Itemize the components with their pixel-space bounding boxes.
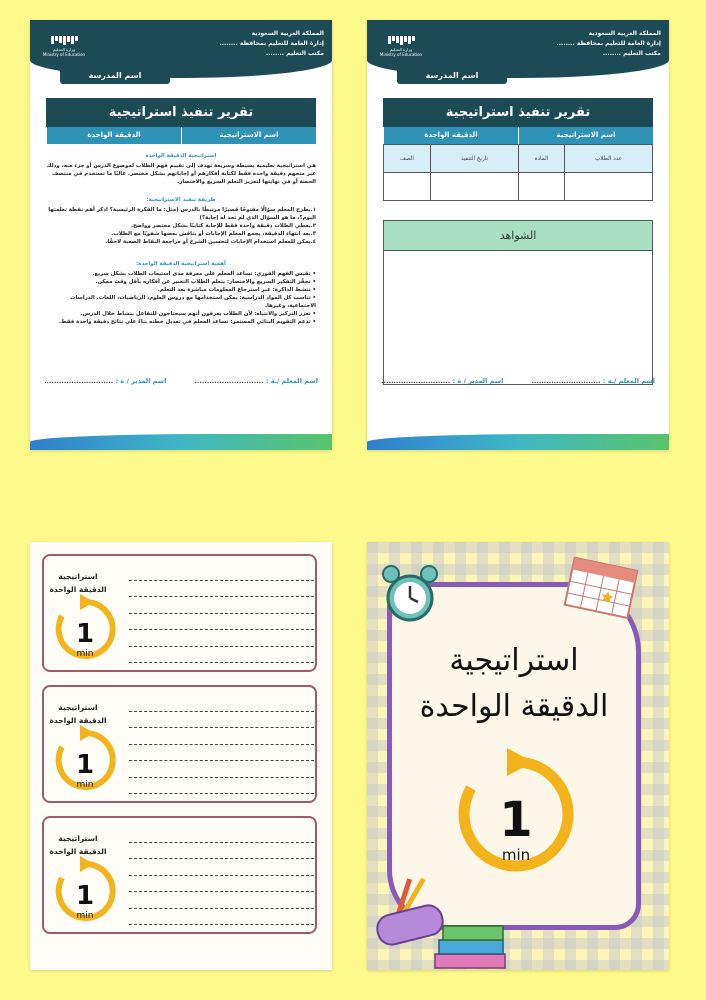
kingdom-text: المملكة العربية السعودية <box>251 30 324 37</box>
step-item: ٤.يمكن للمعلم استخدام الإجابات لتحسين الشرح أو مراجعة النقاط الصعبة لاحقًا. <box>105 239 316 245</box>
evidence-heading: الشواهد <box>384 221 652 251</box>
benefit-item: • تعزز التركيز والانتباه: لأن الطلاب يعرفون أنهم سيحتاجون للتفاعل بنشاط خلال الدرس. <box>80 311 316 317</box>
timer-icon <box>451 748 581 878</box>
admin-text: إدارة العامة للتعليم بمحافظة ........ <box>556 40 661 47</box>
benefit-item: • تنشط الذاكرة: عبر استرجاع المعلومات مباشرة بعد التعلم. <box>157 287 316 293</box>
strategy-row <box>46 127 316 144</box>
table-cell[interactable] <box>564 173 652 201</box>
strategy-card <box>42 816 317 934</box>
principal-label: اسم المدير / ة : <box>115 377 167 385</box>
signature-row: اسم المعلم /ـة : ............................ اسم المدير / ة : ............................ <box>44 377 318 385</box>
strategy-value: الدقيقة الواحدة <box>383 127 518 144</box>
table-cell[interactable] <box>518 173 564 201</box>
report-body <box>46 148 316 326</box>
cover-title: استراتيجية الدقيقة الواحدة <box>419 643 609 724</box>
benefit-item: • تدعم التقويم البنائي المستمر: تساعد المعلم في تعديل خطته بناءً على نتائج دقيقة واحدة فقط. <box>59 319 316 325</box>
writing-lines[interactable] <box>129 695 314 794</box>
writing-lines[interactable] <box>129 564 314 663</box>
timer-icon <box>52 594 118 664</box>
report-title: تقرير تنفيذ استراتيجية <box>46 98 316 127</box>
step-item: ٢.يعطي الطلاب دقيقة واحدة فقط للإجابة كتابيًا بشكل مختصر وواضح. <box>130 223 316 229</box>
teacher-label: اسم المعلم /ـة : <box>602 377 655 385</box>
cards-page <box>30 542 332 970</box>
office-text: مكتب التعليم ........ <box>265 50 324 57</box>
card-title: استراتيجية الدقيقة الواحدة <box>49 703 107 725</box>
svg-text:min: min <box>76 911 94 921</box>
benefit-item: • تحفّز التفكير السريع والاختصار: يتعلم الطلاب التعبير عن أفكاره بأقل وقت ممكن. <box>95 279 316 285</box>
signature-row: اسم المعلم /ـة : ............................ اسم المدير / ة : ............................ <box>381 377 655 385</box>
report-page-text <box>30 20 332 450</box>
calendar-icon <box>563 556 641 620</box>
cover-page <box>367 542 669 970</box>
ministry-logo: وزارة التعـليم Ministry of Education <box>40 36 88 57</box>
school-name-tab: اسم المدرسة <box>60 68 170 84</box>
books-icon <box>429 918 511 970</box>
timer-icon <box>52 725 118 795</box>
principal-label: اسم المدير / ة : <box>452 377 504 385</box>
table-header: عدد الطلاب <box>564 145 652 173</box>
timer-icon <box>52 856 118 926</box>
header-lines <box>557 29 662 59</box>
card-title: استراتيجية الدقيقة الواحدة <box>49 834 107 856</box>
svg-text:1: 1 <box>499 792 533 848</box>
svg-text:min: min <box>76 649 94 659</box>
table-header: المادة <box>518 145 564 173</box>
section-heading: أهمية استراتيجية الدقيقة الواحدة: <box>136 261 226 267</box>
svg-text:1: 1 <box>75 881 95 911</box>
table-header: الصف <box>384 145 431 173</box>
section-heading: طريقة تنفيذ الاستراتيجية: <box>146 197 216 203</box>
table-header: تاريخ التنفيذ <box>430 145 518 173</box>
report-title: تقرير تنفيذ استراتيجية <box>383 98 653 127</box>
strategy-card <box>42 554 317 672</box>
kingdom-text: المملكة العربية السعودية <box>588 30 661 37</box>
footer-wave <box>367 434 669 450</box>
writing-lines[interactable] <box>129 826 314 925</box>
svg-text:min: min <box>501 846 531 864</box>
header-lines <box>220 29 325 59</box>
school-name-tab: اسم المدرسة <box>397 68 507 84</box>
strategy-value: الدقيقة الواحدة <box>46 127 181 144</box>
card-title: استراتيجية الدقيقة الواحدة <box>49 572 107 594</box>
section-heading: استراتيجية الدقيقة الواحدة <box>145 153 217 159</box>
strategy-card <box>42 685 317 803</box>
step-item: ٣.بعد انتهاء الدقيقة، يجمع المعلم الإجابات أو يناقش بعضها شفويًا مع الطلاب. <box>111 231 316 237</box>
admin-text: إدارة العامة للتعليم بمحافظة ........ <box>219 40 324 47</box>
strategy-name-label: اسم الاستراتيجية <box>181 127 316 144</box>
benefit-item: • تقيس الفهم الفوري: تساعد المعلم على معرفة مدى استيعاب الطلاب بشكل سريع. <box>92 271 316 277</box>
teacher-label: اسم المعلم /ـة : <box>265 377 318 385</box>
step-item: ١.يطرح المعلم سؤالًا مفتوحًا قصيرًا مرتبطًا بالدرس (مثل: ما الفكرة الرئيسية؟ اذكر أهم نقطة تعلمتها اليوم؟، ما هو السؤال الذي لم تجد له إجابة؟) <box>48 207 316 221</box>
svg-text:1: 1 <box>75 619 95 649</box>
footer-wave <box>30 434 332 450</box>
strategy-name-label: اسم الاستراتيجية <box>518 127 653 144</box>
svg-text:min: min <box>76 780 94 790</box>
strategy-row <box>383 127 653 144</box>
alarm-clock-icon <box>379 562 441 626</box>
ministry-logo: وزارة التعـليم Ministry of Education <box>377 36 425 57</box>
svg-text:1: 1 <box>75 750 95 780</box>
definition-text: هي استراتيجية تعليمية بسيطة وسريعة تهدف إلى تقييم فهم الطلاب لموضوع الدرس أو جزء منه، وذلك عبر منحهم دقيقة واحدة فقط لكتابة أفكارهم أو إجاباتهم بشكل مختصر. غالبًا ما تستخدم في منتصف الحصة أو في نهايتها لتعزيز التعلم السريع والاختصار. <box>46 163 316 185</box>
benefit-item: • تناسب كل المواد الدراسية: يمكن استخدامها مع دروس العلوم، الرياضيات، اللغات، الدراسات الاجتماعية، وغيرها. <box>70 295 316 309</box>
report-page-table <box>367 20 669 450</box>
table-cell[interactable] <box>384 173 431 201</box>
details-table <box>383 144 653 201</box>
evidence-box <box>383 220 653 385</box>
office-text: مكتب التعليم ........ <box>602 50 661 57</box>
table-cell[interactable] <box>430 173 518 201</box>
